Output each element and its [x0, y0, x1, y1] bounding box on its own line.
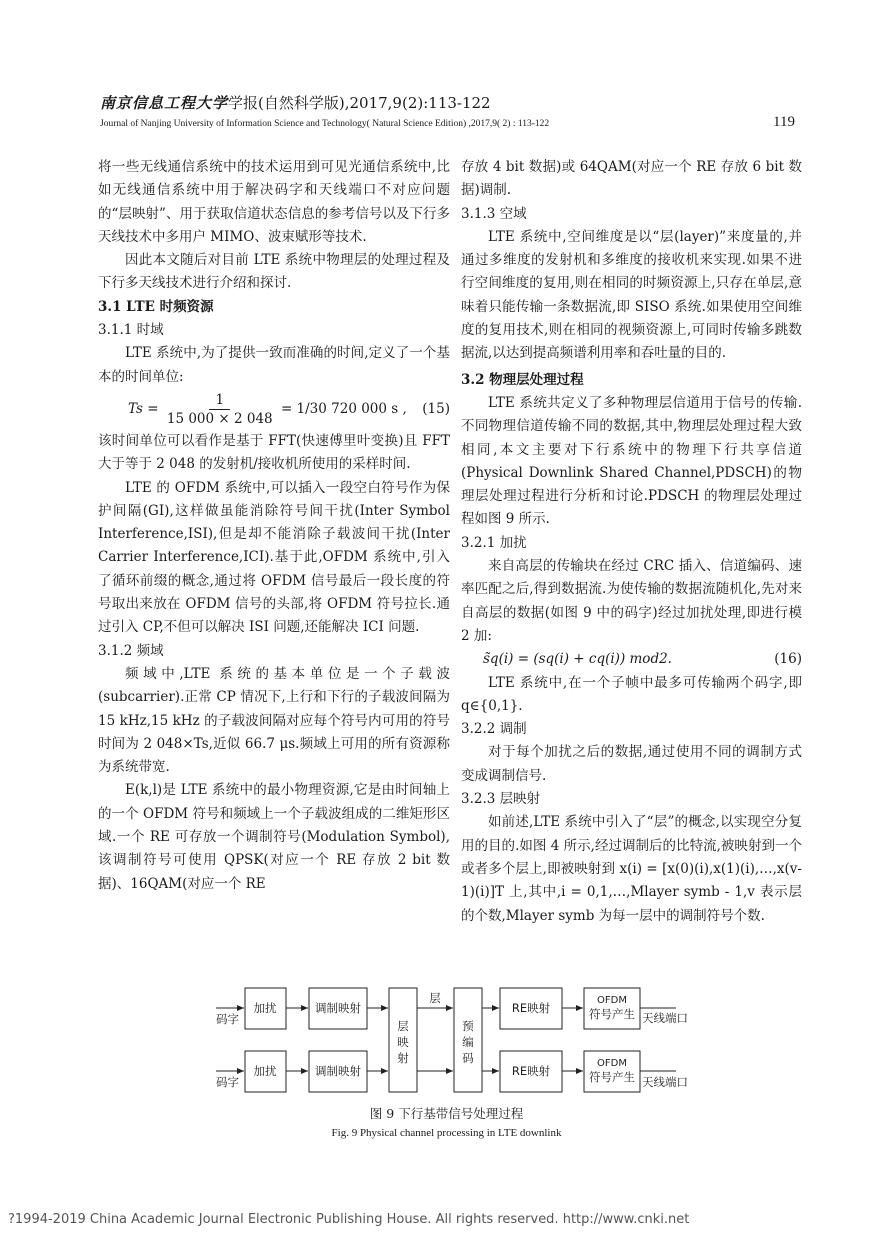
- paragraph: 如前述,LTE 系统中引入了“层”的概念,以实现空分复用的目的.如图 4 所示,经过调制后的比特流,被映射到一个或者多个层上,即被映射到 x(i) = [x(0)(i),x(1)(i),…,x(v-1)(i)]T 上,其中,i = 0,1,…,Mlayer symb - 1,v 表示层的个数,Mlayer symb 为每一层中的调制符号个数.: [461, 814, 802, 924]
- fraction-denominator: 15 000 × 2 048: [166, 410, 273, 427]
- paragraph: 对于每个加扰之后的数据,通过使用不同的调制方式变成调制信号.: [461, 744, 802, 784]
- subsection-heading: 3.2.3 层映射: [461, 791, 541, 808]
- paragraph: 该时间单位可以看作是基于 FFT(快速傅里叶变换)且 FFT 大于等于 2 048 的发射机/接收机所使用的采样时间.: [98, 432, 450, 473]
- left-column: [98, 156, 450, 896]
- ofdm-block-2: [584, 1051, 640, 1092]
- codeword-label: 码字: [216, 1012, 239, 1026]
- equation-body: s̃q(i) = (sq(i) + cq(i)) mod2.: [483, 651, 672, 668]
- modmap-block-1: [309, 988, 367, 1029]
- paragraph: 存放 4 bit 数据)或 64QAM(对应一个 RE 存放 6 bit 数据)调制.: [461, 159, 802, 199]
- ofdm-label: OFDM: [597, 995, 627, 1006]
- footer-copyright: ?1994-2019 China Academic Journal Electronic Publishing House. All rights reserved. http://www.cnki.net: [8, 1212, 690, 1227]
- modmap-block-2: [309, 1051, 367, 1092]
- paragraph: E(k,l)是 LTE 系统中的最小物理资源,它是由时间轴上的一个 OFDM 符号和频域上一个子载波组成的二维矩形区域.一个 RE 可存放一个调制符号(Modulation Symbol),该调制符号可使用 QPSK(对应一个 RE 存放 2 bit 数据)、16QAM(对应一个 RE: [98, 782, 450, 892]
- paragraph: 将一些无线通信系统中的技术运用到可见光通信系统中,比如无线通信系统中用于解决码字和天线端口不对应问题的“层映射”、用于获取信道状态信息的参考信号以及下行多天线技术中多用户 MIMO、波束赋形等技术.: [98, 159, 450, 245]
- ofdm-block-1: [584, 988, 640, 1029]
- subsection-heading: 3.1.2 频域: [98, 642, 164, 659]
- section-heading: 3.2 物理层处理过程: [461, 371, 584, 388]
- remap-block-2: [500, 1051, 562, 1092]
- antenna-port-label: 天线端口: [642, 1075, 688, 1089]
- equation-rhs: = 1/30 720 000 s ,: [280, 400, 407, 417]
- paragraph: LTE 系统中,在一个子帧中最多可传输两个码字,即 q∈{0,1}.: [461, 674, 802, 714]
- codeword-label: 码字: [216, 1075, 239, 1089]
- remap-label: RE映射: [511, 1064, 551, 1078]
- modmap-label: 调制映射: [315, 1001, 361, 1015]
- equation-number: (15): [422, 400, 450, 417]
- layermap-label: 层映射: [397, 1019, 409, 1065]
- journal-header-en: Journal of Nanjing University of Information Science and Technology( Natural Science Edition) ,2017,9( 2) : 113-122: [100, 119, 550, 129]
- section-heading: 3.1 LTE 时频资源: [98, 298, 214, 315]
- remap-block-1: [500, 988, 562, 1029]
- scramble-label: 加扰: [253, 1001, 277, 1015]
- journal-logo: 南京信息工程大学: [100, 94, 229, 112]
- subsection-heading: 3.2.1 加扰: [461, 534, 527, 551]
- layermap-block: [389, 988, 417, 1092]
- figure-caption-en: Fig. 9 Physical channel processing in LTE downlink: [331, 1127, 562, 1139]
- paragraph: LTE 的 OFDM 系统中,可以插入一段空白符号作为保护间隔(GI),这样做虽能消除符号间干扰(Inter Symbol Interference,ISI),但是却不能消除子载波间干扰(Inter Carrier Interference,ICI).基于此,OFDM 系统中,引入了循环前缀的概念,通过将 OFDM 信号最后一段长度的符号取出来放在 OFDM 信号的头部,将 OFDM 符号拉长.通过引入 CP,不但可以解决 ISI 问题,还能解决 ICI 问题.: [98, 479, 450, 636]
- scramble-label: 加扰: [253, 1064, 277, 1078]
- right-column: [461, 156, 802, 928]
- layer-label: 层: [429, 991, 441, 1005]
- equation-15: [98, 391, 450, 428]
- ofdm-gen-label: 符号产生: [589, 1070, 635, 1084]
- remap-label: RE映射: [511, 1001, 551, 1015]
- antenna-port-label: 天线端口: [642, 1011, 688, 1025]
- equation-number: (16): [774, 651, 802, 668]
- figure-caption-cn: 图 9 下行基带信号处理过程: [369, 1106, 524, 1121]
- ofdm-gen-label: 符号产生: [589, 1007, 635, 1021]
- equation-16: [461, 648, 802, 671]
- fraction-numerator: 1: [209, 391, 230, 410]
- paragraph: LTE 系统中,为了提供一致而准确的时间,定义了一个基本的时间单位:: [98, 345, 450, 385]
- paragraph: 来自高层的传输块在经过 CRC 插入、信道编码、速率匹配之后,得到数据流.为使传输的数据流随机化,先对来自高层的数据(如图 9 中的码字)经过加扰处理,即进行模 2 加:: [461, 558, 802, 644]
- subsection-heading: 3.2.2 调制: [461, 721, 527, 738]
- page-number: 119: [773, 114, 795, 130]
- equation-lhs: Ts =: [128, 400, 159, 417]
- equation-fraction: [167, 391, 273, 428]
- modmap-label: 调制映射: [315, 1064, 361, 1078]
- paragraph: 因此本文随后对目前 LTE 系统中物理层的处理过程及下行多天线技术进行介绍和探讨.: [98, 252, 450, 292]
- ofdm-label: OFDM: [597, 1058, 627, 1069]
- scramble-block-1: [245, 988, 286, 1029]
- paragraph: 频域中,LTE 系统的基本单位是一个子载波(subcarrier).正常 CP 情况下,上行和下行的子载波间隔为 15 kHz,15 kHz 的子载波间隔对应每个符号内可用的符号时间为 2 048×Ts,近似 66.7 μs.频域上可用的所有资源称为系统带宽.: [98, 665, 450, 776]
- precode-label: 预编码: [462, 1019, 474, 1065]
- paragraph: LTE 系统共定义了多种物理层信道用于信号的传输.不同物理信道传输不同的数据,其中,物理层处理过程大致相同,本文主要对下行系统中的物理下行共享信道(Physical Downlink Shared Channel,PDSCH)的物理层处理过程进行分析和讨论.PDSCH 的物理层处理过程如图 9 所示.: [461, 394, 802, 528]
- precode-block: [454, 988, 482, 1092]
- journal-citation-cn: 学报(自然科学版),2017,9(2):113-122: [228, 94, 491, 112]
- paragraph: LTE 系统中,空间维度是以“层(layer)”来度量的,并通过多维度的发射机和多维度的接收机来实现.如果不进行空间维度的复用,则在相同的时频资源上,只存在单层,意味着只能传输一条数据流,即 SISO 系统.如果使用空间维度的复用技术,则在相同的视频资源上,可同时传输多跳数据流,以达到提高频谱利用率和吞吐量的目的.: [461, 228, 802, 362]
- subsection-heading: 3.1.3 空域: [461, 205, 527, 222]
- scramble-block-2: [245, 1051, 286, 1092]
- subsection-heading: 3.1.1 时域: [98, 322, 164, 339]
- journal-header-cn: [100, 92, 491, 113]
